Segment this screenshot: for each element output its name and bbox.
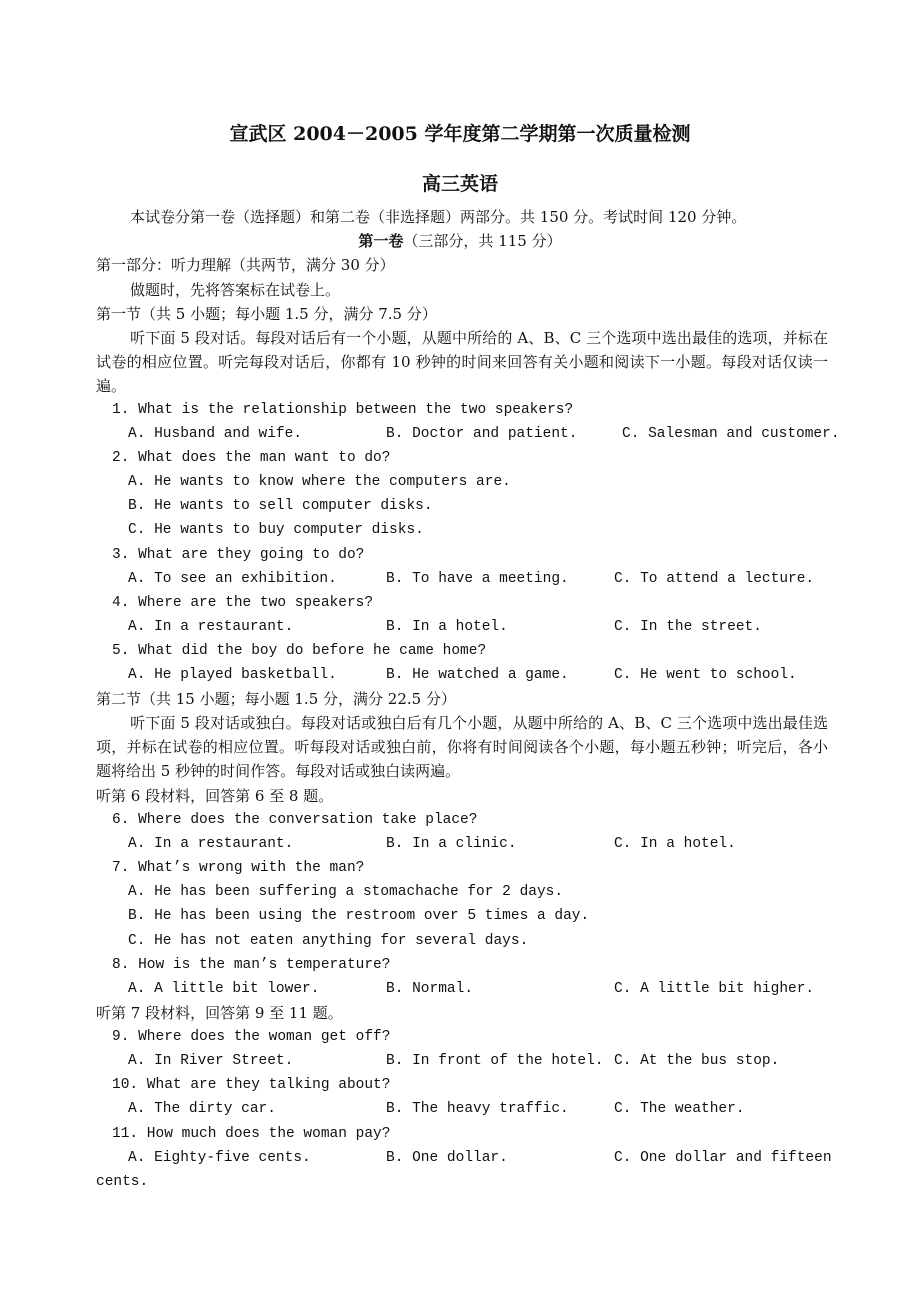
- option-c: C. He went to school.: [614, 667, 797, 683]
- option-c: C. In a hotel.: [614, 836, 736, 852]
- question-stem: 3. What are they going to do?: [112, 547, 365, 563]
- question-stem: 9. Where does the woman get off?: [112, 1029, 391, 1045]
- option-c: C. A little bit higher.: [614, 981, 815, 997]
- option-a: A. He has been suffering a stomachache for 2 days.: [128, 884, 564, 900]
- option-a: A. A little bit lower.: [128, 981, 320, 997]
- option-b: B. The heavy traffic.: [386, 1101, 569, 1117]
- option-c: C. At the bus stop.: [614, 1053, 780, 1069]
- option-c: C. The weather.: [614, 1101, 745, 1117]
- option-c: C. In the street.: [614, 619, 762, 635]
- question-stem: 8. How is the man’s temperature?: [112, 957, 391, 973]
- section2-instructions-text: 听下面 5 段对话或独白。每段对话或独白后有几个小题，从题中所给的 A、B、C 三个选项中选出最佳选项，并标在试卷的相应位置。听每段对话或独白前，你将有时间阅读各个小题，每小题五秒钟；听完后，各小题将给出 5 秒钟的时间作答。每段对话或独白读两遍。: [96, 714, 828, 780]
- question-stem: 10. What are they talking about?: [112, 1077, 391, 1093]
- option-b: B. One dollar.: [386, 1150, 508, 1166]
- section2-instructions: [96, 711, 828, 783]
- option-b: B. In a hotel.: [386, 619, 508, 635]
- exam-subtitle: 高三英语: [421, 173, 498, 195]
- part1-note: 做题时，先将答案标在试卷上。: [130, 281, 341, 299]
- question-stem: 7. What’s wrong with the man?: [112, 860, 365, 876]
- option-b: B. Doctor and patient.: [386, 426, 578, 442]
- option-c-wrap: cents.: [96, 1174, 149, 1190]
- option-c: C. Salesman and customer.: [622, 426, 840, 442]
- section1-heading: 第一节（共 5 小题；每小题 1.5 分，满分 7.5 分）: [96, 305, 437, 323]
- option-b: B. To have a meeting.: [386, 571, 569, 587]
- option-c: C. He has not eaten anything for several days.: [128, 933, 529, 949]
- option-b: B. Normal.: [386, 981, 474, 997]
- option-b: B. He watched a game.: [386, 667, 569, 683]
- volume-label: 第一卷: [358, 232, 404, 250]
- material-6-note: 听第 6 段材料，回答第 6 至 8 题。: [96, 787, 334, 805]
- option-a: A. In a restaurant.: [128, 619, 294, 635]
- option-a: A. Husband and wife.: [128, 426, 303, 442]
- option-c: C. One dollar and fifteen: [614, 1150, 832, 1166]
- exam-intro: 本试卷分第一卷（选择题）和第二卷（非选择题）两部分。共 150 分。考试时间 120 分钟。: [130, 208, 747, 226]
- option-a: A. He wants to know where the computers are.: [128, 474, 511, 490]
- option-a: A. He played basketball.: [128, 667, 337, 683]
- option-a: A. In a restaurant.: [128, 836, 294, 852]
- option-b: B. In front of the hotel.: [386, 1053, 604, 1069]
- option-b: B. He wants to sell computer disks.: [128, 498, 433, 514]
- volume-note: （三部分，共 115 分）: [403, 232, 562, 250]
- question-stem: 5. What did the boy do before he came home?: [112, 643, 487, 659]
- material-7-note: 听第 7 段材料，回答第 9 至 11 题。: [96, 1004, 343, 1022]
- option-b: B. In a clinic.: [386, 836, 517, 852]
- option-a: A. In River Street.: [128, 1053, 294, 1069]
- question-stem: 2. What does the man want to do?: [112, 450, 391, 466]
- question-stem: 4. Where are the two speakers?: [112, 595, 374, 611]
- option-a: A. To see an exhibition.: [128, 571, 337, 587]
- question-stem: 6. Where does the conversation take place?: [112, 812, 478, 828]
- option-b: B. He has been using the restroom over 5 times a day.: [128, 908, 590, 924]
- volume-heading: [0, 231, 920, 251]
- question-stem: 1. What is the relationship between the two speakers?: [112, 402, 574, 418]
- question-stem: 11. How much does the woman pay?: [112, 1126, 391, 1142]
- section2-heading: 第二节（共 15 小题；每小题 1.5 分，满分 22.5 分）: [96, 690, 456, 708]
- section1-instructions-text: 听下面 5 段对话。每段对话后有一个小题，从题中所给的 A、B、C 三个选项中选出最佳的选项，并标在试卷的相应位置。听完每段对话后，你都有 10 秒钟的时间来回答有关小题和阅读下一小题。每段对话仅读一遍。: [96, 329, 828, 395]
- option-a: A. The dirty car.: [128, 1101, 276, 1117]
- option-a: A. Eighty-five cents.: [128, 1150, 311, 1166]
- exam-title: 宣武区 2004－2005 学年度第二学期第一次质量检测: [229, 123, 691, 145]
- part1-heading: 第一部分：听力理解（共两节，满分 30 分）: [96, 256, 395, 274]
- section1-instructions: [96, 326, 828, 398]
- option-c: C. He wants to buy computer disks.: [128, 522, 424, 538]
- option-c: C. To attend a lecture.: [614, 571, 815, 587]
